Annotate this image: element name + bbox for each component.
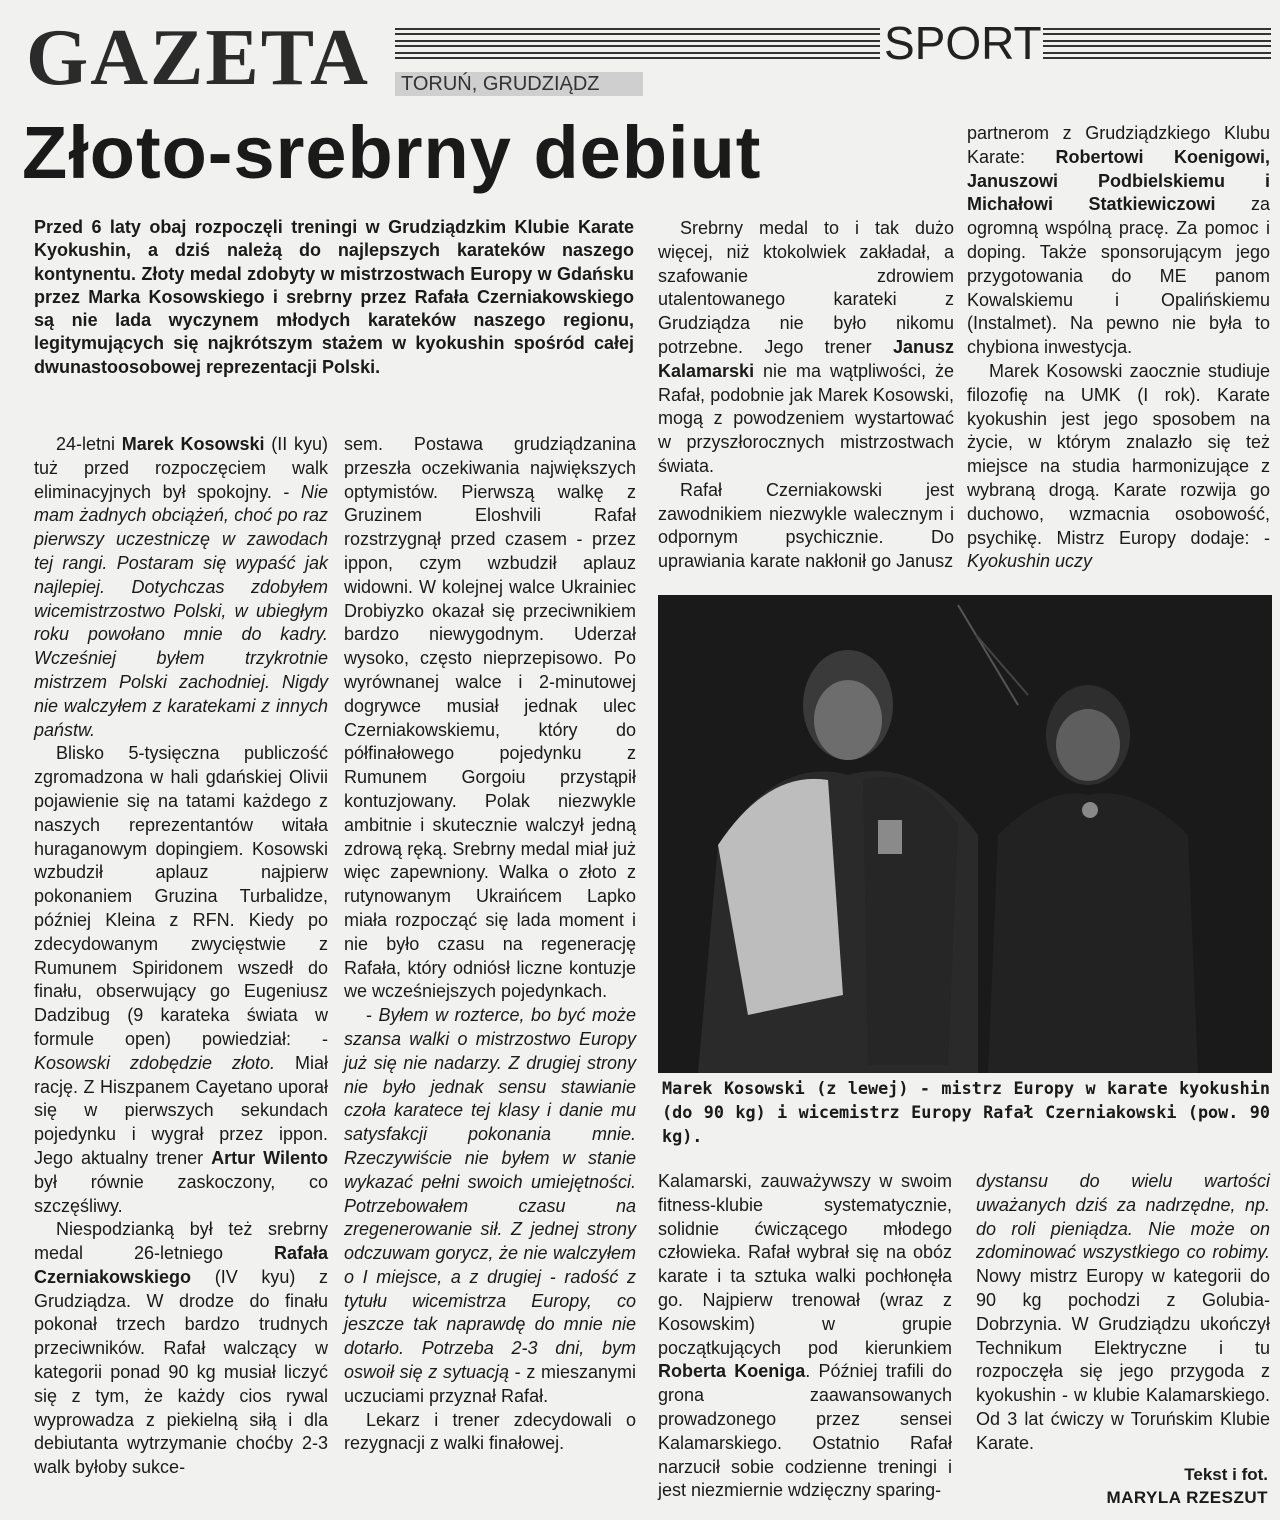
article-column-3	[658, 217, 954, 574]
article-column-2	[344, 433, 636, 1456]
byline-label: Tekst i fot.	[1184, 1465, 1268, 1484]
paragraph: Srebrny medal to i tak dużo więcej, niż ktokolwiek zakładał, a szafowanie zdrowiem utalentowanego karateki z Grudziądza nie było nikomu potrzebne. Jego trener Janusz Kalamarski nie ma wątpliwości, że Rafał, podobnie jak Marek Kosowski, mogą z powodzeniem wystartować w przyszłorocznych mistrzostwach świata.	[658, 218, 954, 476]
paragraph: - Byłem w rozterce, bo być może szansa walki o mistrzostwo Europy już się nie nadarzy. Z drugiej strony nie było jednak sensu stawianie czoła karatece tej klasy i danie mu satysfakcji pokonania mnie. Rzeczywiście nie byłem w stanie wykazać pełni swoich umiejętności. Potrzebowałem czasu na zregenerowanie sił. Z jednej strony odczuwam gorycz, że nie walczyłem o I miejsce, a z drugiej - radość z tytułu wicemistrza Europy, co jeszcze tak naprawdę do mnie nie dotarło. Potrzeba 2-3 dni, bym oswoił się z sytuacją - z mieszanymi uczuciami przyznał Rafał.	[344, 1005, 637, 1406]
article-lead: Przed 6 laty obaj rozpoczęli treningi w Grudziądzkim Klubie Karate Kyokushin, a dziś należą do najlepszych karateków naszego kontynentu. Złoty medal zdobyty w mistrzostwach Europy w Gdańsku przez Marka Kosowskiego i srebrny przez Rafała Czerniakowskiego są nie lada wyczynem młodych karateków naszego regionu, legitymujących się najkrótszym stażem w kyokushin spośród całej dwunastoosobowej reprezentacji Polski.	[34, 217, 634, 377]
masthead-rule	[1043, 40, 1271, 47]
paragraph: Niespodzianką był też srebrny medal 26-letniego Rafała Czerniakowskiego (IV kyu) z Grudziądza. W drodze do finału pokonał trzech bardzo trudnych przeciwników. Rafał walczący w kategorii ponad 90 kg musiał liczyć się z tym, że każdy cios rywal wyprowadza z piekielną siłą i dla debiutanta wytrzymanie choćby 2-3 walk byłoby sukce-	[34, 1219, 328, 1478]
karate-photo-illustration	[658, 595, 1272, 1073]
paragraph: Kalamarski, zauważywszy w swoim fitness-klubie systematycznie, solidnie ćwiczącego młodego człowieka. Rafał wybrał się na obóz karate i ta sztuka walki pochłonęła go. Najpierw trenował (wraz z Kosowskim) w grupie początkujących pod kierunkiem Roberta Koeniga. Później trafili do grona zaawansowanych prowadzonego przez sensei Kalamarskiego. Ostatnio Rafał narzucił sobie codzienne treningi i jest niezmiernie wdzięczny sparing-	[658, 1171, 952, 1501]
masthead-subtitle: TORUŃ, GRUDZIĄDZ	[395, 72, 643, 96]
masthead-rule	[395, 28, 880, 35]
masthead-rule	[395, 52, 880, 59]
paragraph: 24-letni Marek Kosowski (II kyu) tuż przed rozpoczęciem walk eliminacyjnych był spokojny. - Nie mam żadnych obciążeń, choć po raz pierwszy uczestniczę w zawodach tej rangi. Postaram się wypaść jak najlepiej. Dotychczas zdobyłem wicemistrzostwo Polski, w ubiegłym roku powołano mnie do kadry. Wcześniej byłem trzykrotnie mistrzem Polski zachodniej. Nigdy nie walczyłem z karatekami z innych państw.	[34, 434, 328, 740]
masthead-title: GAZETA	[26, 14, 370, 102]
paragraph: Marek Kosowski zaocznie studiuje filozofię na UMK (I rok). Karate kyokushin jest jego sposobem na życie, w którym znalazło się też miejsce na studia harmonizujące z wybraną drogą. Karate rozwija go duchowo, wzmacnia osobowość, psychikę. Mistrz Europy dodaje: - Kyokushin uczy	[967, 360, 1270, 572]
byline-author: MARYLA RZESZUT	[1106, 1488, 1268, 1507]
paragraph: Lekarz i trener zdecydowali o rezygnacji z walki finałowej.	[344, 1409, 636, 1454]
article-column-1	[34, 433, 328, 1480]
section-label: SPORT	[884, 17, 1042, 69]
article-column-4	[967, 122, 1270, 574]
masthead-rule	[395, 40, 880, 47]
article-column-6	[976, 1170, 1270, 1456]
paragraph: Rafał Czerniakowski jest zawodnikiem niezwykle walecznym i odpornym psychicznie. Do uprawiania karate nakłonił go Janusz	[658, 479, 954, 572]
paragraph: Blisko 5-tysięczna publiczość zgromadzona w hali gdańskiej Olivii pojawienie się na tatami każdego z naszych reprezentantów witała huraganowym dopingiem. Kosowski wzbudził aplauz najpierw pokonaniem Gruzina Turbalidze, później Kleina z RFN. Kiedy po zdecydowanym zwycięstwie z Rumunem Spiridonem wszedł do finału, obserwujący go Eugeniusz Dadzibug (9 karateka świata w formule open) powiedział: - Kosowski zdobędzie złoto. Miał rację. Z Hiszpanem Cayetano uporał się w pierwszych sekundach pojedynku i wygrał przez ippon. Jego aktualny trener Artur Wilento był równie zaskoczony, co szczęśliwy.	[34, 743, 328, 1216]
masthead-rule	[1043, 28, 1271, 35]
article-photo	[658, 595, 1272, 1073]
article-headline: Złoto-srebrny debiut	[22, 111, 762, 194]
paragraph: sem. Postawa grudziądzanina przeszła oczekiwania największych optymistów. Pierwszą walkę z Gruzinem Eloshvili Rafał rozstrzygnął przed czasem - przez ippon, czym wzbudził aplauz widowni. W kolejnej walce Ukrainiec Drobiyzko okazał się przeciwnikiem bardzo niewygodnym. Uderzał wysoko, często nieprzepisowo. Po wyrównanej walce i 2-minutowej dogrywce musiał jednak ulec Czerniakowskiemu, który do półfinałowego pojedynku z Rumunem Gorgoiu przystąpił kontuzjowany. Polak niezwykle ambitnie i skutecznie walczył jedną zdrową ręką. Srebrny medal miał już więc zapewniony. Walka o złoto z rutynowanym Ukraińcem Lapko miała rozpocząć się lada moment i nie było czasu na regenerację Rafała, który odniósł liczne kontuzje we wcześniejszych pojedynkach.	[344, 434, 636, 1002]
masthead-rule	[1043, 52, 1271, 59]
paragraph: partnerom z Grudziądzkiego Klubu Karate: Robertowi Koenigowi, Januszowi Podbielskiemu i Michałowi Statkiewiczowi za ogromną wspólną pracę. Za pomoc i doping. Także sponsorującym jego przygotowania do ME panom Kowalskiemu i Opalińskiemu (Instalmet). Na pewno nie była to chybiona inwestycja.	[967, 123, 1270, 358]
paragraph: dystansu do wielu wartości uważanych dziś za nadrzędne, np. do roli pieniądza. Nie może on zdominować wszystkiego co robimy. Nowy mistrz Europy w kategorii do 90 kg pochodzi z Golubia-Dobrzynia. W Grudziądzu ukończył Technikum Elektryczne i tu rozpoczęła się jego przygoda z kyokushin - w klubie Kalamarskiego. Od 3 lat ćwiczy w Toruńskim Klubie Karate.	[976, 1171, 1270, 1453]
article-column-5	[658, 1170, 952, 1503]
photo-caption: Marek Kosowski (z lewej) - mistrz Europy w karate kyokushin (do 90 kg) i wicemistrz Europy Rafał Czerniakowski (pow. 90 kg).	[662, 1078, 1270, 1146]
